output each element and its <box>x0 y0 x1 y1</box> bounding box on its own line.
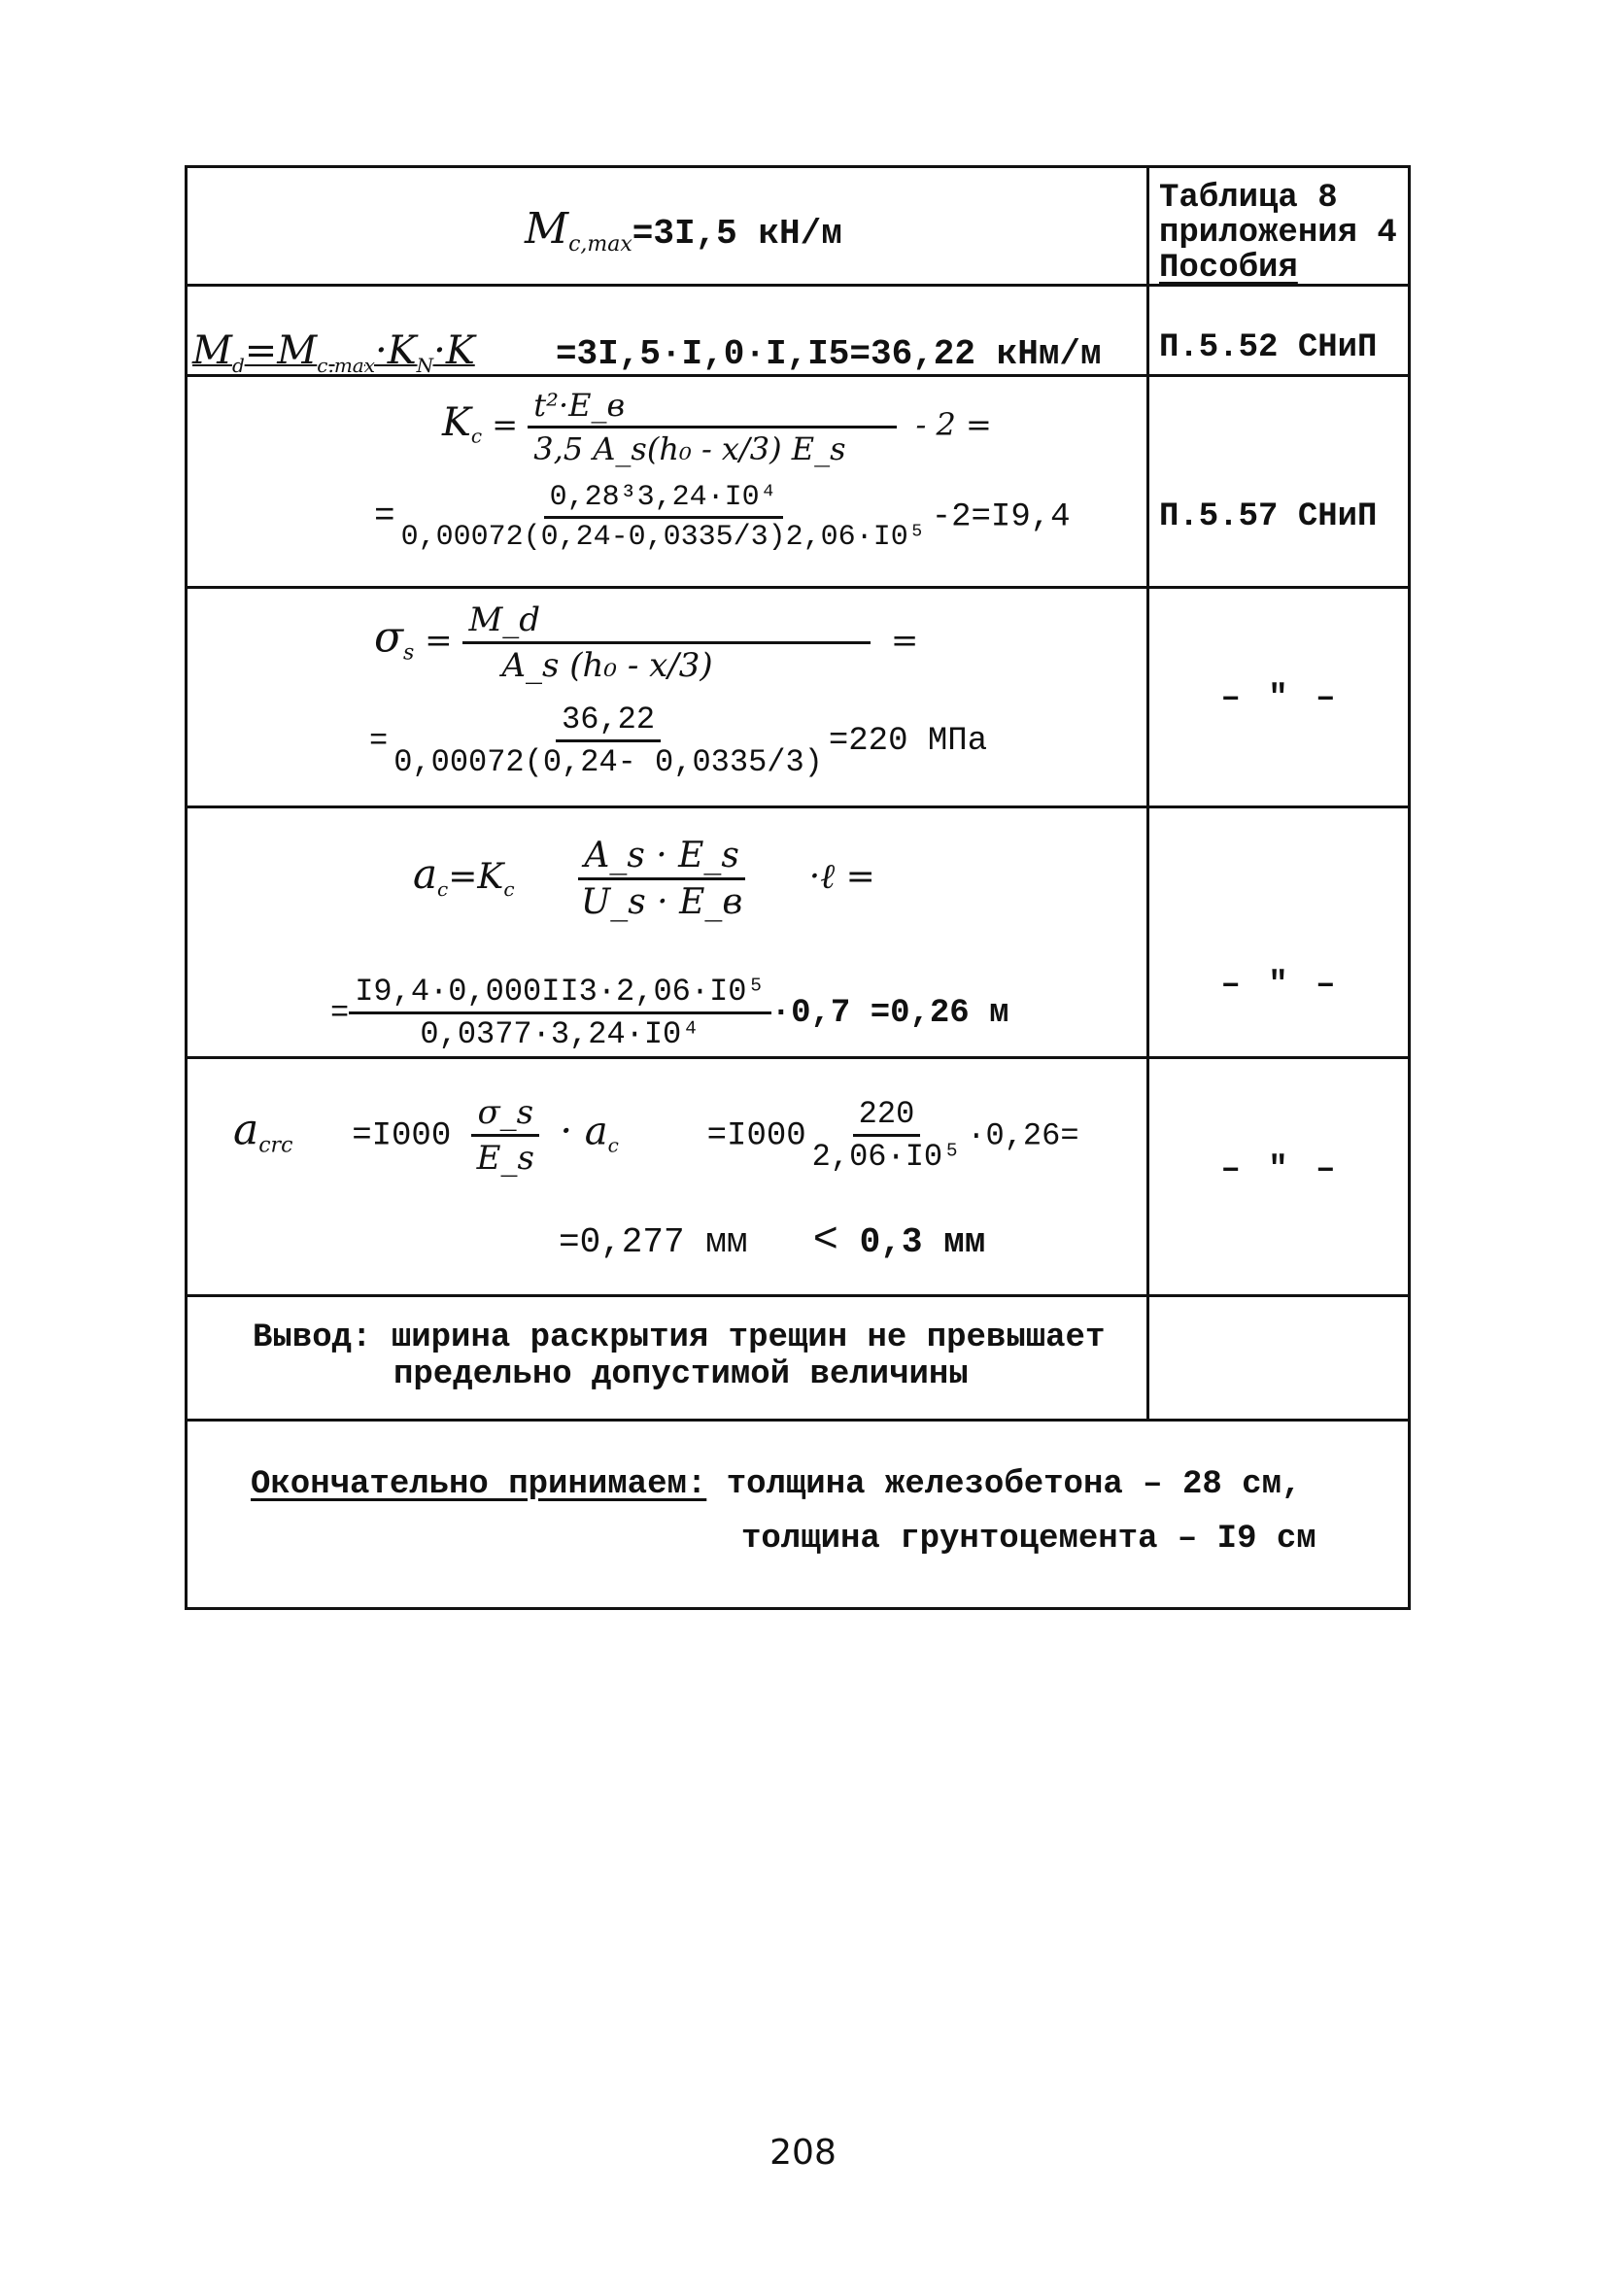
row-divider <box>185 1056 1411 1059</box>
row3-reference: П.5.57 СНиП <box>1159 498 1378 535</box>
row6-acrc-formula: $a_{crc} =I000$ $\frac{\sigma\_s}{E\_s}$ · $a_c =I000$ $\frac{220}{\text{2,06·I0⁵}}$ ·0,26= <box>233 1093 1079 1178</box>
row3-kc-calculation: = $\frac{\text{0,28³3,24·I0⁴}}{\text{0,00072(0,24-0,0335/3)2,06·I0⁵}}$ -2=I9,4 <box>374 481 1071 554</box>
row1-reference: Таблица 8 приложения 4 Пособия <box>1159 180 1397 287</box>
row-divider <box>185 586 1411 589</box>
row6-acrc-result: =0,277 мм < 0,3 мм <box>559 1217 986 1265</box>
row4-sigma-formula: $\sigma_s$ = $\frac{M\_d}{\text{A\_s (h₀ - x/3)}}$ = <box>374 600 919 685</box>
page-number: 208 <box>769 2133 837 2173</box>
conclusion-text: Вывод: ширина раскрытия трещин не превышает предельно допустимой величины <box>253 1319 1106 1393</box>
final-decision: Окончательно принимаем: толщина железобетона – 28 см, толщина грунтоцемента – I9 см <box>251 1466 1316 1558</box>
row-divider <box>185 1419 1411 1422</box>
row-divider <box>185 805 1411 808</box>
row2-formula: $M_d=M_{c.max}\cdot K_N\cdot K =3I,5\cdot I,0\cdot I,I5=36,22$ кНм/м <box>192 328 1102 377</box>
row5-ac-formula: $a_c=K_c$ $\frac{A\_s \cdot E\_s}{U\_s \cdot E\_в}$ ·ℓ = <box>413 836 875 922</box>
row6-ditto-reference: – " – <box>1220 1151 1340 1188</box>
row5-ac-calculation: = $\frac{\text{I9,4·0,000II3·2,06·I0⁵}}{\text{0,0377·3,24·I0⁴}}$ ·0,7 =0,26 м <box>330 974 1009 1052</box>
row-divider <box>185 1294 1411 1297</box>
row3-kc-formula: $K_c$ = $\frac{\text{t²·E\_в}}{\text{3,5 A\_s(h₀ - x/3) E\_s}}$ - 2 = <box>442 387 992 467</box>
row4-ditto-reference: – " – <box>1220 680 1340 717</box>
row4-sigma-calculation: = $\frac{36,22}{0,00072(0,24- 0,0335/3)}$ =220 МПа <box>369 702 988 780</box>
row1-formula: $M_{c,max}=3I,5$ кН/м <box>525 204 842 257</box>
row2-reference: П.5.52 СНиП <box>1159 329 1378 366</box>
row5-ditto-reference: – " – <box>1220 967 1340 1004</box>
